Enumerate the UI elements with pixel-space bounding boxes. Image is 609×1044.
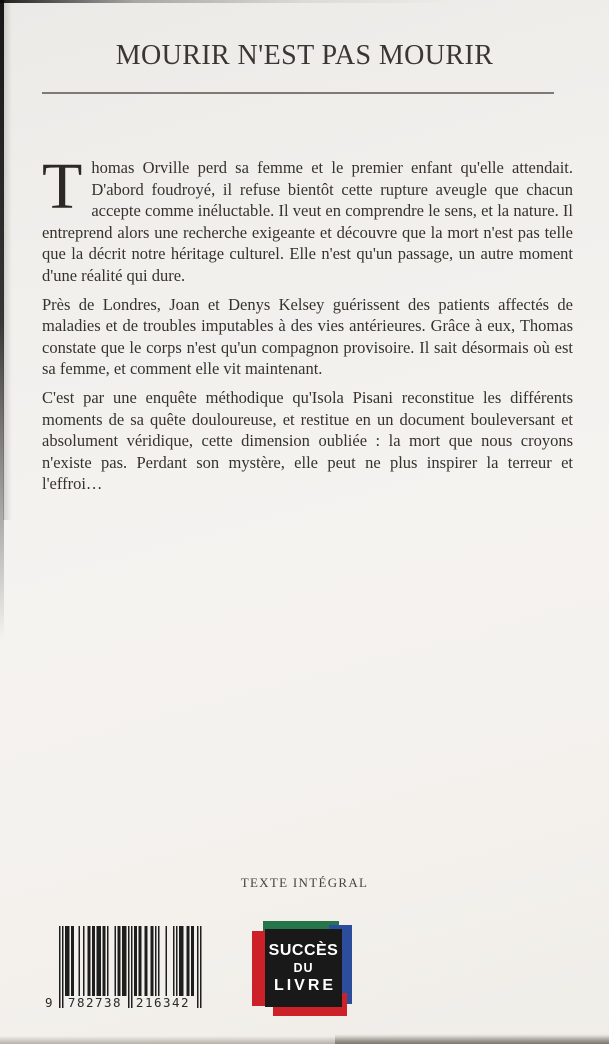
synopsis-paragraph: Thomas Orville perd sa femme et le premier enfant qu'elle attendait. D'abord foudroyé, il refuse bientôt cette rupture aveugle que chacun accepte comme inéluctable. Il veut en comprendre le sens, et la nature. Il entreprend alors une recherche exigeante et découvre que la mort n'est pas telle que la décrit notre héritage culturel. Elle n'est qu'un passage, un autre moment d'une réalité qui dure. [42,150,573,285]
publisher-logo-plate [265,929,342,1007]
ean13-barcode [45,926,207,1022]
barcode-digit-first: 9 [45,995,55,1010]
publisher-name-line: SUCCÈS [268,941,339,959]
page-edge-shadow-left [0,0,4,640]
page-edge-shadow-top [0,0,609,3]
barcode-digits-left: 782738 [67,995,123,1010]
publisher-logo [250,918,355,1019]
publisher-name-line: LIVRE [273,976,337,994]
publisher-name-line: DU [293,960,314,975]
synopsis [42,150,573,502]
barcode-digits-right: 216342 [135,995,191,1010]
edition-note: TEXTE INTÉGRAL [240,875,369,890]
synopsis-paragraph: C'est par une enquête méthodique qu'Isola Pisani reconstitue les différents moments de sa quête douloureuse, et restitue en un document bouleversant et absolument véridique, cette dimension oubliée : la mort que nous croyons n'existe pas. Perdant son mystère, elle peut ne plus inspirer la terreur et l'effroi… [42,387,573,494]
book-title: MOURIR N'EST PAS MOURIR [115,40,494,71]
page-edge-shadow-bottom-right [335,1034,609,1044]
page-edge-shadow-left-soft [3,0,12,520]
title-rule [42,92,554,94]
synopsis-paragraph: Près de Londres, Joan et Denys Kelsey guérissent des patients affectés de maladies et de troubles imputables à des vies antérieures. Grâce à eux, Thomas constate que le corps n'est qu'un compagnon provisoire. Il sait désormais où est sa femme, et comment elle vit maintenant. [42,294,573,379]
